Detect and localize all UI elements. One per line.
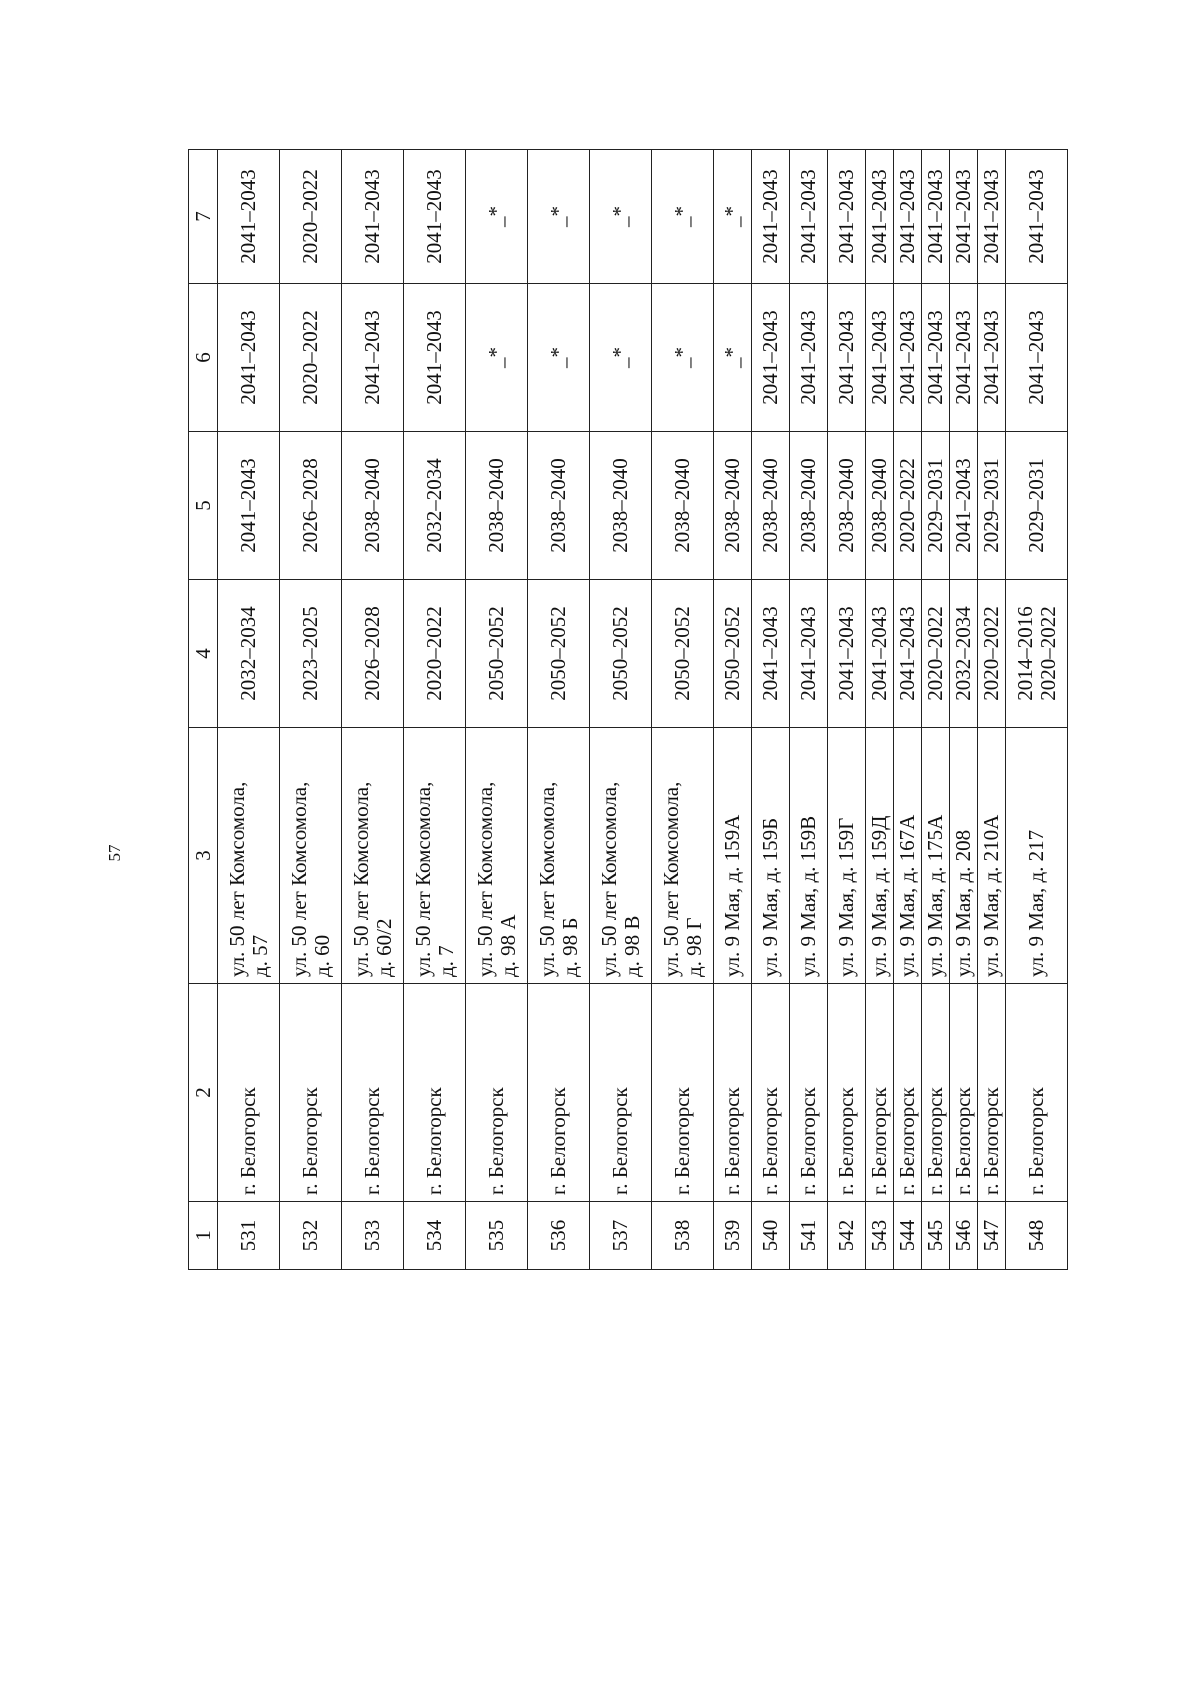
col-7-cell: 2041–2043 — [404, 150, 466, 284]
col-5-cell: 2041–2043 — [218, 432, 280, 580]
col-7-cell: 2041–2043 — [790, 150, 828, 284]
col-5-cell: 2038–2040 — [652, 432, 714, 580]
table-row — [652, 150, 714, 1270]
col-5-cell: 2029–2031 — [1006, 432, 1068, 580]
col-4-cell: 2020–2022 — [404, 580, 466, 728]
city-cell: г. Белогорск — [404, 984, 466, 1202]
col-6-cell: 2041–2043 — [828, 284, 866, 432]
col-7-cell: _* — [466, 150, 528, 284]
col-6-cell: 2020–2022 — [280, 284, 342, 432]
row-number-cell: 535 — [466, 1202, 528, 1270]
col-5-cell: 2026–2028 — [280, 432, 342, 580]
col-4-cell: 2050–2052 — [590, 580, 652, 728]
address-cell: ул. 9 Мая, д. 159Д — [866, 728, 894, 984]
col-6-cell: 2041–2043 — [342, 284, 404, 432]
col-5-cell: 2038–2040 — [790, 432, 828, 580]
city-cell: г. Белогорск — [828, 984, 866, 1202]
address-cell: ул. 50 лет Комсомола, д. 57 — [218, 728, 280, 984]
header-col-2: 2 — [189, 984, 218, 1202]
col-6-cell: _* — [652, 284, 714, 432]
table-row — [404, 150, 466, 1270]
col-6-cell: 2041–2043 — [404, 284, 466, 432]
table-row — [752, 150, 790, 1270]
city-cell: г. Белогорск — [1006, 984, 1068, 1202]
col-7-cell: 2041–2043 — [866, 150, 894, 284]
col-4-cell: 2041–2043 — [752, 580, 790, 728]
table-row — [1006, 150, 1068, 1270]
row-number-cell: 532 — [280, 1202, 342, 1270]
col-5-cell: 2038–2040 — [752, 432, 790, 580]
row-number-cell: 547 — [978, 1202, 1006, 1270]
table-row — [894, 150, 922, 1270]
header-row — [189, 150, 218, 1270]
col-4-cell: 2014–2016 2020–2022 — [1006, 580, 1068, 728]
row-number-cell: 544 — [894, 1202, 922, 1270]
table-row — [790, 150, 828, 1270]
row-number-cell: 539 — [714, 1202, 752, 1270]
table-row — [714, 150, 752, 1270]
table-row — [866, 150, 894, 1270]
col-5-cell: 2038–2040 — [828, 432, 866, 580]
col-6-cell: 2041–2043 — [922, 284, 950, 432]
col-5-cell: 2041–2043 — [950, 432, 978, 580]
table-row — [528, 150, 590, 1270]
address-cell: ул. 9 Мая, д. 208 — [950, 728, 978, 984]
col-6-cell: 2041–2043 — [752, 284, 790, 432]
city-cell: г. Белогорск — [866, 984, 894, 1202]
table-row — [828, 150, 866, 1270]
col-6-cell: 2041–2043 — [218, 284, 280, 432]
header-col-6: 6 — [189, 284, 218, 432]
col-6-cell: 2041–2043 — [978, 284, 1006, 432]
address-cell: ул. 9 Мая, д. 159Б — [752, 728, 790, 984]
col-5-cell: 2038–2040 — [342, 432, 404, 580]
address-cell: ул. 9 Мая, д. 159Г — [828, 728, 866, 984]
city-cell: г. Белогорск — [978, 984, 1006, 1202]
col-7-cell: 2041–2043 — [752, 150, 790, 284]
city-cell: г. Белогорск — [590, 984, 652, 1202]
col-5-cell: 2038–2040 — [590, 432, 652, 580]
row-number-cell: 540 — [752, 1202, 790, 1270]
col-4-cell: 2041–2043 — [828, 580, 866, 728]
city-cell: г. Белогорск — [528, 984, 590, 1202]
col-5-cell: 2038–2040 — [466, 432, 528, 580]
col-4-cell: 2023–2025 — [280, 580, 342, 728]
row-number-cell: 546 — [950, 1202, 978, 1270]
city-cell: г. Белогорск — [894, 984, 922, 1202]
header-col-7: 7 — [189, 150, 218, 284]
table-row — [978, 150, 1006, 1270]
address-cell: ул. 9 Мая, д. 159А — [714, 728, 752, 984]
table-row — [218, 150, 280, 1270]
address-cell: ул. 50 лет Комсомола, д. 7 — [404, 728, 466, 984]
page-number: 57 — [105, 844, 124, 862]
row-number-cell: 543 — [866, 1202, 894, 1270]
col-4-cell: 2041–2043 — [866, 580, 894, 728]
col-7-cell: _* — [714, 150, 752, 284]
header-col-4: 4 — [189, 580, 218, 728]
col-4-cell: 2020–2022 — [978, 580, 1006, 728]
col-7-cell: 2041–2043 — [828, 150, 866, 284]
col-4-cell: 2032–2034 — [950, 580, 978, 728]
col-5-cell: 2029–2031 — [978, 432, 1006, 580]
address-cell: ул. 9 Мая, д. 159В — [790, 728, 828, 984]
col-7-cell: _* — [590, 150, 652, 284]
address-cell: ул. 9 Мая, д. 167А — [894, 728, 922, 984]
col-7-cell: 2041–2043 — [978, 150, 1006, 284]
col-5-cell: 2020–2022 — [894, 432, 922, 580]
city-cell: г. Белогорск — [342, 984, 404, 1202]
col-7-cell: 2020–2022 — [280, 150, 342, 284]
city-cell: г. Белогорск — [752, 984, 790, 1202]
col-5-cell: 2029–2031 — [922, 432, 950, 580]
city-cell: г. Белогорск — [922, 984, 950, 1202]
table-row — [466, 150, 528, 1270]
table-row — [950, 150, 978, 1270]
col-4-cell: 2050–2052 — [714, 580, 752, 728]
table-row — [280, 150, 342, 1270]
col-4-cell: 2020–2022 — [922, 580, 950, 728]
row-number-cell: 538 — [652, 1202, 714, 1270]
col-7-cell: 2041–2043 — [218, 150, 280, 284]
header-col-1: 1 — [189, 1202, 218, 1270]
col-5-cell: 2038–2040 — [528, 432, 590, 580]
schedule-table — [188, 149, 1068, 1270]
col-7-cell: _* — [528, 150, 590, 284]
header-col-5: 5 — [189, 432, 218, 580]
col-5-cell: 2038–2040 — [866, 432, 894, 580]
col-7-cell: 2041–2043 — [922, 150, 950, 284]
row-number-cell: 531 — [218, 1202, 280, 1270]
col-6-cell: 2041–2043 — [866, 284, 894, 432]
address-cell: ул. 50 лет Комсомола, д. 60/2 — [342, 728, 404, 984]
city-cell: г. Белогорск — [466, 984, 528, 1202]
col-6-cell: 2041–2043 — [790, 284, 828, 432]
table-frame — [188, 150, 1098, 1270]
col-6-cell: _* — [466, 284, 528, 432]
col-6-cell: _* — [590, 284, 652, 432]
address-cell: ул. 50 лет Комсомола, д. 98 В — [590, 728, 652, 984]
address-cell: ул. 9 Мая, д. 210А — [978, 728, 1006, 984]
row-number-cell: 536 — [528, 1202, 590, 1270]
city-cell: г. Белогорск — [714, 984, 752, 1202]
col-7-cell: 2041–2043 — [894, 150, 922, 284]
address-cell: ул. 9 Мая, д. 175А — [922, 728, 950, 984]
col-5-cell: 2038–2040 — [714, 432, 752, 580]
address-cell: ул. 50 лет Комсомола, д. 60 — [280, 728, 342, 984]
row-number-cell: 533 — [342, 1202, 404, 1270]
col-7-cell: 2041–2043 — [1006, 150, 1068, 284]
col-6-cell: 2041–2043 — [950, 284, 978, 432]
city-cell: г. Белогорск — [218, 984, 280, 1202]
col-4-cell: 2041–2043 — [790, 580, 828, 728]
col-7-cell: 2041–2043 — [342, 150, 404, 284]
table-body — [218, 150, 1068, 1270]
col-6-cell: 2041–2043 — [1006, 284, 1068, 432]
col-6-cell: _* — [714, 284, 752, 432]
col-4-cell: 2050–2052 — [466, 580, 528, 728]
col-7-cell: 2041–2043 — [950, 150, 978, 284]
col-6-cell: _* — [528, 284, 590, 432]
address-cell: ул. 50 лет Комсомола, д. 98 Г — [652, 728, 714, 984]
row-number-cell: 548 — [1006, 1202, 1068, 1270]
col-4-cell: 2026–2028 — [342, 580, 404, 728]
address-cell: ул. 50 лет Комсомола, д. 98 А — [466, 728, 528, 984]
address-cell: ул. 9 Мая, д. 217 — [1006, 728, 1068, 984]
table-row — [922, 150, 950, 1270]
row-number-cell: 537 — [590, 1202, 652, 1270]
row-number-cell: 541 — [790, 1202, 828, 1270]
table-row — [590, 150, 652, 1270]
col-7-cell: _* — [652, 150, 714, 284]
col-4-cell: 2050–2052 — [652, 580, 714, 728]
city-cell: г. Белогорск — [950, 984, 978, 1202]
address-cell: ул. 50 лет Комсомола, д. 98 Б — [528, 728, 590, 984]
row-number-cell: 534 — [404, 1202, 466, 1270]
row-number-cell: 542 — [828, 1202, 866, 1270]
city-cell: г. Белогорск — [790, 984, 828, 1202]
col-4-cell: 2050–2052 — [528, 580, 590, 728]
city-cell: г. Белогорск — [280, 984, 342, 1202]
row-number-cell: 545 — [922, 1202, 950, 1270]
col-6-cell: 2041–2043 — [894, 284, 922, 432]
col-5-cell: 2032–2034 — [404, 432, 466, 580]
col-4-cell: 2032–2034 — [218, 580, 280, 728]
header-col-3: 3 — [189, 728, 218, 984]
city-cell: г. Белогорск — [652, 984, 714, 1202]
col-4-cell: 2041–2043 — [894, 580, 922, 728]
table-row — [342, 150, 404, 1270]
